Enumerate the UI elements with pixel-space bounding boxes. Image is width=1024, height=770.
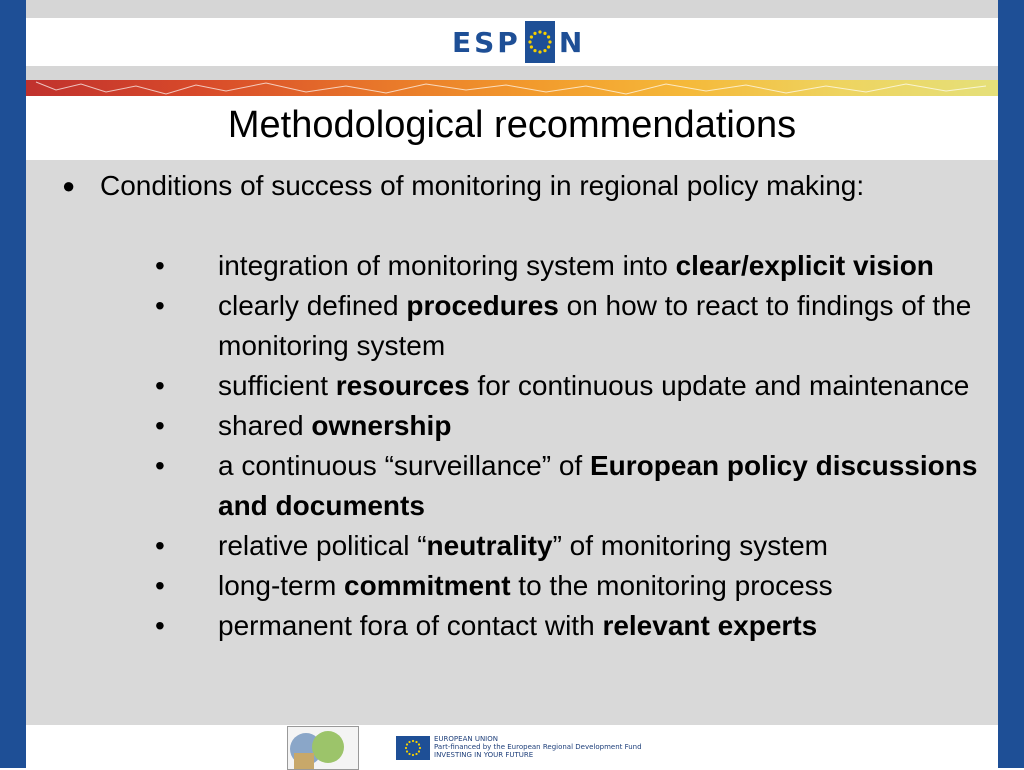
right-frame-bar [998,0,1024,768]
sub-item-bold: clear/explicit vision [675,250,934,281]
espon-logo [452,20,585,64]
sub-bullet-item [150,286,1000,366]
sub-bullet-icon: • [155,570,165,601]
eu-line-3: INVESTING IN YOUR FUTURE [434,751,534,759]
sub-item-text: relative political “ [218,530,427,561]
eu-funding-text [434,735,642,759]
sub-item-text: clearly defined [218,290,407,321]
sub-bullet-icon: • [155,450,165,481]
sub-item-bold: neutrality [426,530,553,561]
logo-text-left: ESP [452,25,521,59]
sub-item-text: shared [218,410,312,441]
sub-bullet-icon: • [155,530,165,561]
eu-line-1: EUROPEAN UNION [434,735,498,743]
sub-item-text-after: on how to react to findings of the monitoring system [218,290,972,361]
sub-bullet-item [150,406,1000,446]
sub-item-text: a continuous “surveillance” of [218,450,590,481]
sub-bullet-list [150,246,1000,646]
left-frame-bar [0,0,26,768]
map-decoration-strip [26,80,998,96]
header-gray-band [26,66,998,80]
top-gray-band [26,0,998,18]
sub-item-text: sufficient [218,370,336,401]
logo-text-right: N [558,25,586,59]
logo-star-circle-icon [525,21,555,63]
sub-item-text-after: for continuous update and maintenance [469,370,970,401]
sub-bullet-item [150,246,1000,286]
main-bullet-text: Conditions of success of monitoring in regional policy making: [100,170,865,201]
sub-bullet-item [150,526,1000,566]
map-borders-graphic [26,80,998,96]
sub-item-bold: European policy discussions and documents [218,450,978,521]
sub-item-bold: ownership [311,410,452,441]
sub-bullet-item [150,566,1000,606]
bullet-dot-icon: ● [62,173,76,198]
sub-bullet-item [150,366,1000,406]
sub-item-bold: resources [335,370,470,401]
sub-item-bold: commitment [344,570,511,601]
sub-item-text: permanent fora of contact with [218,610,603,641]
sub-bullet-icon: • [155,610,165,641]
sub-bullet-item [150,446,1000,526]
sub-item-bold: procedures [406,290,559,321]
sub-bullet-item [150,606,1000,646]
sub-item-text-after: ” of monitoring system [552,530,828,561]
sub-bullet-icon: • [155,410,165,441]
project-logo-icon [287,726,359,770]
sub-item-text-after: to the monitoring process [510,570,833,601]
sub-bullet-icon: • [155,290,165,321]
page-title: Methodological recommendations [227,104,797,146]
sub-bullet-icon: • [155,250,165,281]
eu-line-2: Part-financed by the European Regional Development Fund [434,743,642,751]
sub-item-bold: relevant experts [602,610,818,641]
eu-flag-icon [396,736,430,760]
sub-item-text: long-term [218,570,345,601]
sub-item-text: integration of monitoring system into [218,250,676,281]
sub-bullet-icon: • [155,370,165,401]
